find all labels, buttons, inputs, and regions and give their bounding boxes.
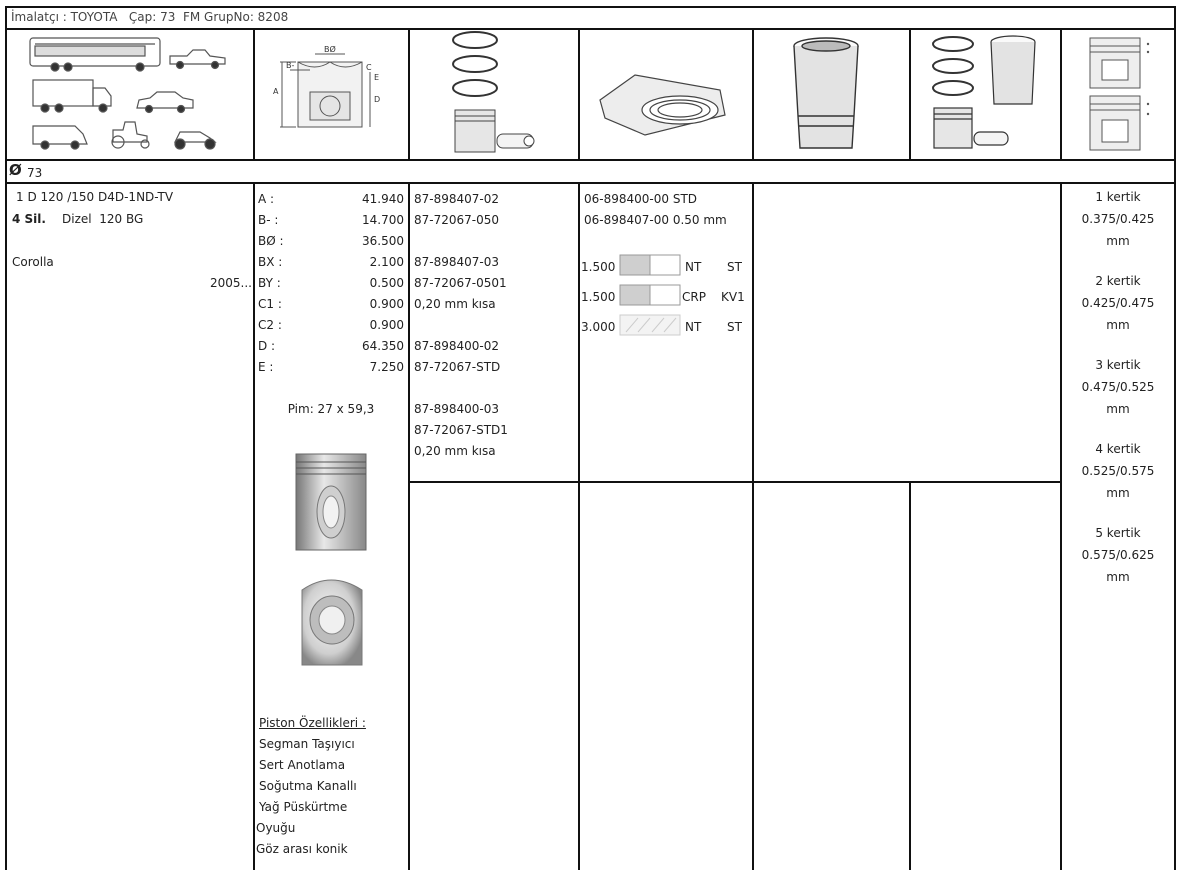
dim-value-bx: 2.100 <box>369 255 404 269</box>
piston-code-1a: 87-898407-02 <box>414 192 500 206</box>
frame-diam-bottom <box>5 182 1175 184</box>
col-line-3 <box>578 28 580 159</box>
diameter-icon: Ø <box>9 161 22 179</box>
ring-code-oversize: 06-898407-00 0.50 mm <box>584 213 727 227</box>
ring-2-type: CRP <box>682 290 706 304</box>
piston-code-2c: 0,20 mm kısa <box>414 297 496 311</box>
frame-icons-bottom <box>5 159 1175 161</box>
car-icon <box>137 92 193 108</box>
ring-3-type: NT <box>685 320 702 334</box>
kertik-4-range: 0.525/0.575 <box>1081 464 1155 478</box>
dim-label-b: B- : <box>258 213 279 227</box>
svg-text:BØ: BØ <box>324 45 336 54</box>
body-line-4 <box>752 182 754 870</box>
kertik-1-name: 1 kertik <box>1095 190 1141 204</box>
ring-1-profile-icon <box>620 254 680 276</box>
dim-label-bx: BX : <box>258 255 283 269</box>
piston-code-4c: 0,20 mm kısa <box>414 444 496 458</box>
col-line-1 <box>253 28 255 159</box>
kertik-4-name: 4 kertik <box>1095 442 1141 456</box>
dim-label-c1: C1 : <box>258 297 282 311</box>
body-line-5 <box>909 481 911 870</box>
model-year: 2005... <box>210 276 252 290</box>
dim-label-bo: BØ : <box>258 234 284 248</box>
piston-feature-2: Sert Anotlama <box>259 758 346 772</box>
kertik-4-unit: mm <box>1106 486 1130 500</box>
cylinder-count: 4 Sil. <box>12 212 46 226</box>
kertik-2-unit: mm <box>1106 318 1130 332</box>
piston-top-photo-icon <box>294 570 369 670</box>
svg-text:D: D <box>374 95 381 104</box>
dim-value-bo: 36.500 <box>362 234 404 248</box>
piston-rings-pin-icon <box>445 30 545 158</box>
kertik-5-unit: mm <box>1106 570 1130 584</box>
svg-text:C: C <box>366 63 372 72</box>
tractor-icon <box>113 122 147 142</box>
col-line-2 <box>408 28 410 159</box>
ring-1-type: NT <box>685 260 702 274</box>
dim-label-by: BY : <box>258 276 281 290</box>
ring-set-package-icon <box>595 70 735 140</box>
piston-code-3b: 87-72067-STD <box>414 360 501 374</box>
piston-feature-5: Oyuğu <box>256 821 296 835</box>
kertik-2-name: 2 kertik <box>1095 274 1141 288</box>
piston-grading-icon <box>1082 34 1162 156</box>
header-title: İmalatçı : TOYOTA Çap: 73 FM GrupNo: 8208 <box>11 10 289 24</box>
piston-code-4b: 87-72067-STD1 <box>414 423 508 437</box>
ring-2-material: KV1 <box>721 290 745 304</box>
kertik-3-range: 0.475/0.525 <box>1081 380 1155 394</box>
cylinder-liner-icon <box>786 36 866 152</box>
frame-mid-split <box>408 481 1060 483</box>
dim-label-d: D : <box>258 339 276 353</box>
kertik-1-unit: mm <box>1106 234 1130 248</box>
van-icon <box>33 126 87 144</box>
dim-value-c1: 0.900 <box>369 297 404 311</box>
ring-1-material: ST <box>727 260 742 274</box>
kertik-2-range: 0.425/0.475 <box>1081 296 1155 310</box>
body-line-2 <box>408 182 410 870</box>
full-kit-icon <box>928 34 1048 156</box>
col-line-6 <box>1060 28 1062 159</box>
piston-dimension-diagram-icon <box>270 42 395 142</box>
piston-code-2a: 87-898407-03 <box>414 255 500 269</box>
kertik-5-range: 0.575/0.625 <box>1081 548 1155 562</box>
col-line-4 <box>752 28 754 159</box>
dim-label-c2: C2 : <box>258 318 282 332</box>
diameter-value: 73 <box>27 166 43 180</box>
frame-left <box>5 6 7 870</box>
kertik-3-name: 3 kertik <box>1095 358 1141 372</box>
pin-size: Pim: 27 x 59,3 <box>287 402 375 416</box>
truck-icon <box>33 80 93 106</box>
body-line-1 <box>253 182 255 870</box>
dim-value-by: 0.500 <box>369 276 404 290</box>
ring-2-width: 1.500 <box>581 290 616 304</box>
col-line-5 <box>909 28 911 159</box>
dim-value-c2: 0.900 <box>369 318 404 332</box>
engine-code: 1 D 120 /150 D4D-1ND-TV <box>16 190 174 204</box>
dim-value-e: 7.250 <box>369 360 404 374</box>
svg-text:E: E <box>374 73 380 82</box>
kertik-1-range: 0.375/0.425 <box>1081 212 1155 226</box>
vehicles-icon <box>25 34 235 154</box>
piston-code-2b: 87-72067-0501 <box>414 276 507 290</box>
frame-top <box>5 6 1175 8</box>
frame-header-bottom <box>5 28 1175 30</box>
ring-3-material: ST <box>727 320 742 334</box>
kertik-3-unit: mm <box>1106 402 1130 416</box>
svg-text:B-: B- <box>286 61 295 70</box>
fuel-power: Dizel 120 BG <box>62 212 144 226</box>
dim-value-d: 64.350 <box>362 339 404 353</box>
piston-code-4a: 87-898400-03 <box>414 402 500 416</box>
dim-value-b: 14.700 <box>362 213 404 227</box>
ring-code-std: 06-898400-00 STD <box>584 192 698 206</box>
svg-text:A: A <box>273 87 279 96</box>
piston-code-3a: 87-898400-02 <box>414 339 500 353</box>
body-line-3 <box>578 182 580 870</box>
piston-side-photo-icon <box>294 452 369 552</box>
dim-value-a: 41.940 <box>362 192 404 206</box>
ring-2-profile-icon <box>620 284 680 306</box>
ring-3-profile-icon <box>620 314 680 336</box>
piston-feature-3: Soğutma Kanallı <box>259 779 357 793</box>
piston-feature-1: Segman Taşıyıcı <box>259 737 355 751</box>
dim-label-a: A : <box>258 192 275 206</box>
piston-code-1b: 87-72067-050 <box>414 213 500 227</box>
ring-3-width: 3.000 <box>581 320 616 334</box>
piston-feature-4: Yağ Püskürtme <box>259 800 348 814</box>
kertik-5-name: 5 kertik <box>1095 526 1141 540</box>
frame-right <box>1174 6 1176 870</box>
model-name: Corolla <box>12 255 54 269</box>
ring-1-width: 1.500 <box>581 260 616 274</box>
piston-feature-6: Göz arası konik <box>256 842 348 856</box>
dim-label-e: E : <box>258 360 274 374</box>
piston-features-title: Piston Özellikleri : <box>259 716 366 730</box>
